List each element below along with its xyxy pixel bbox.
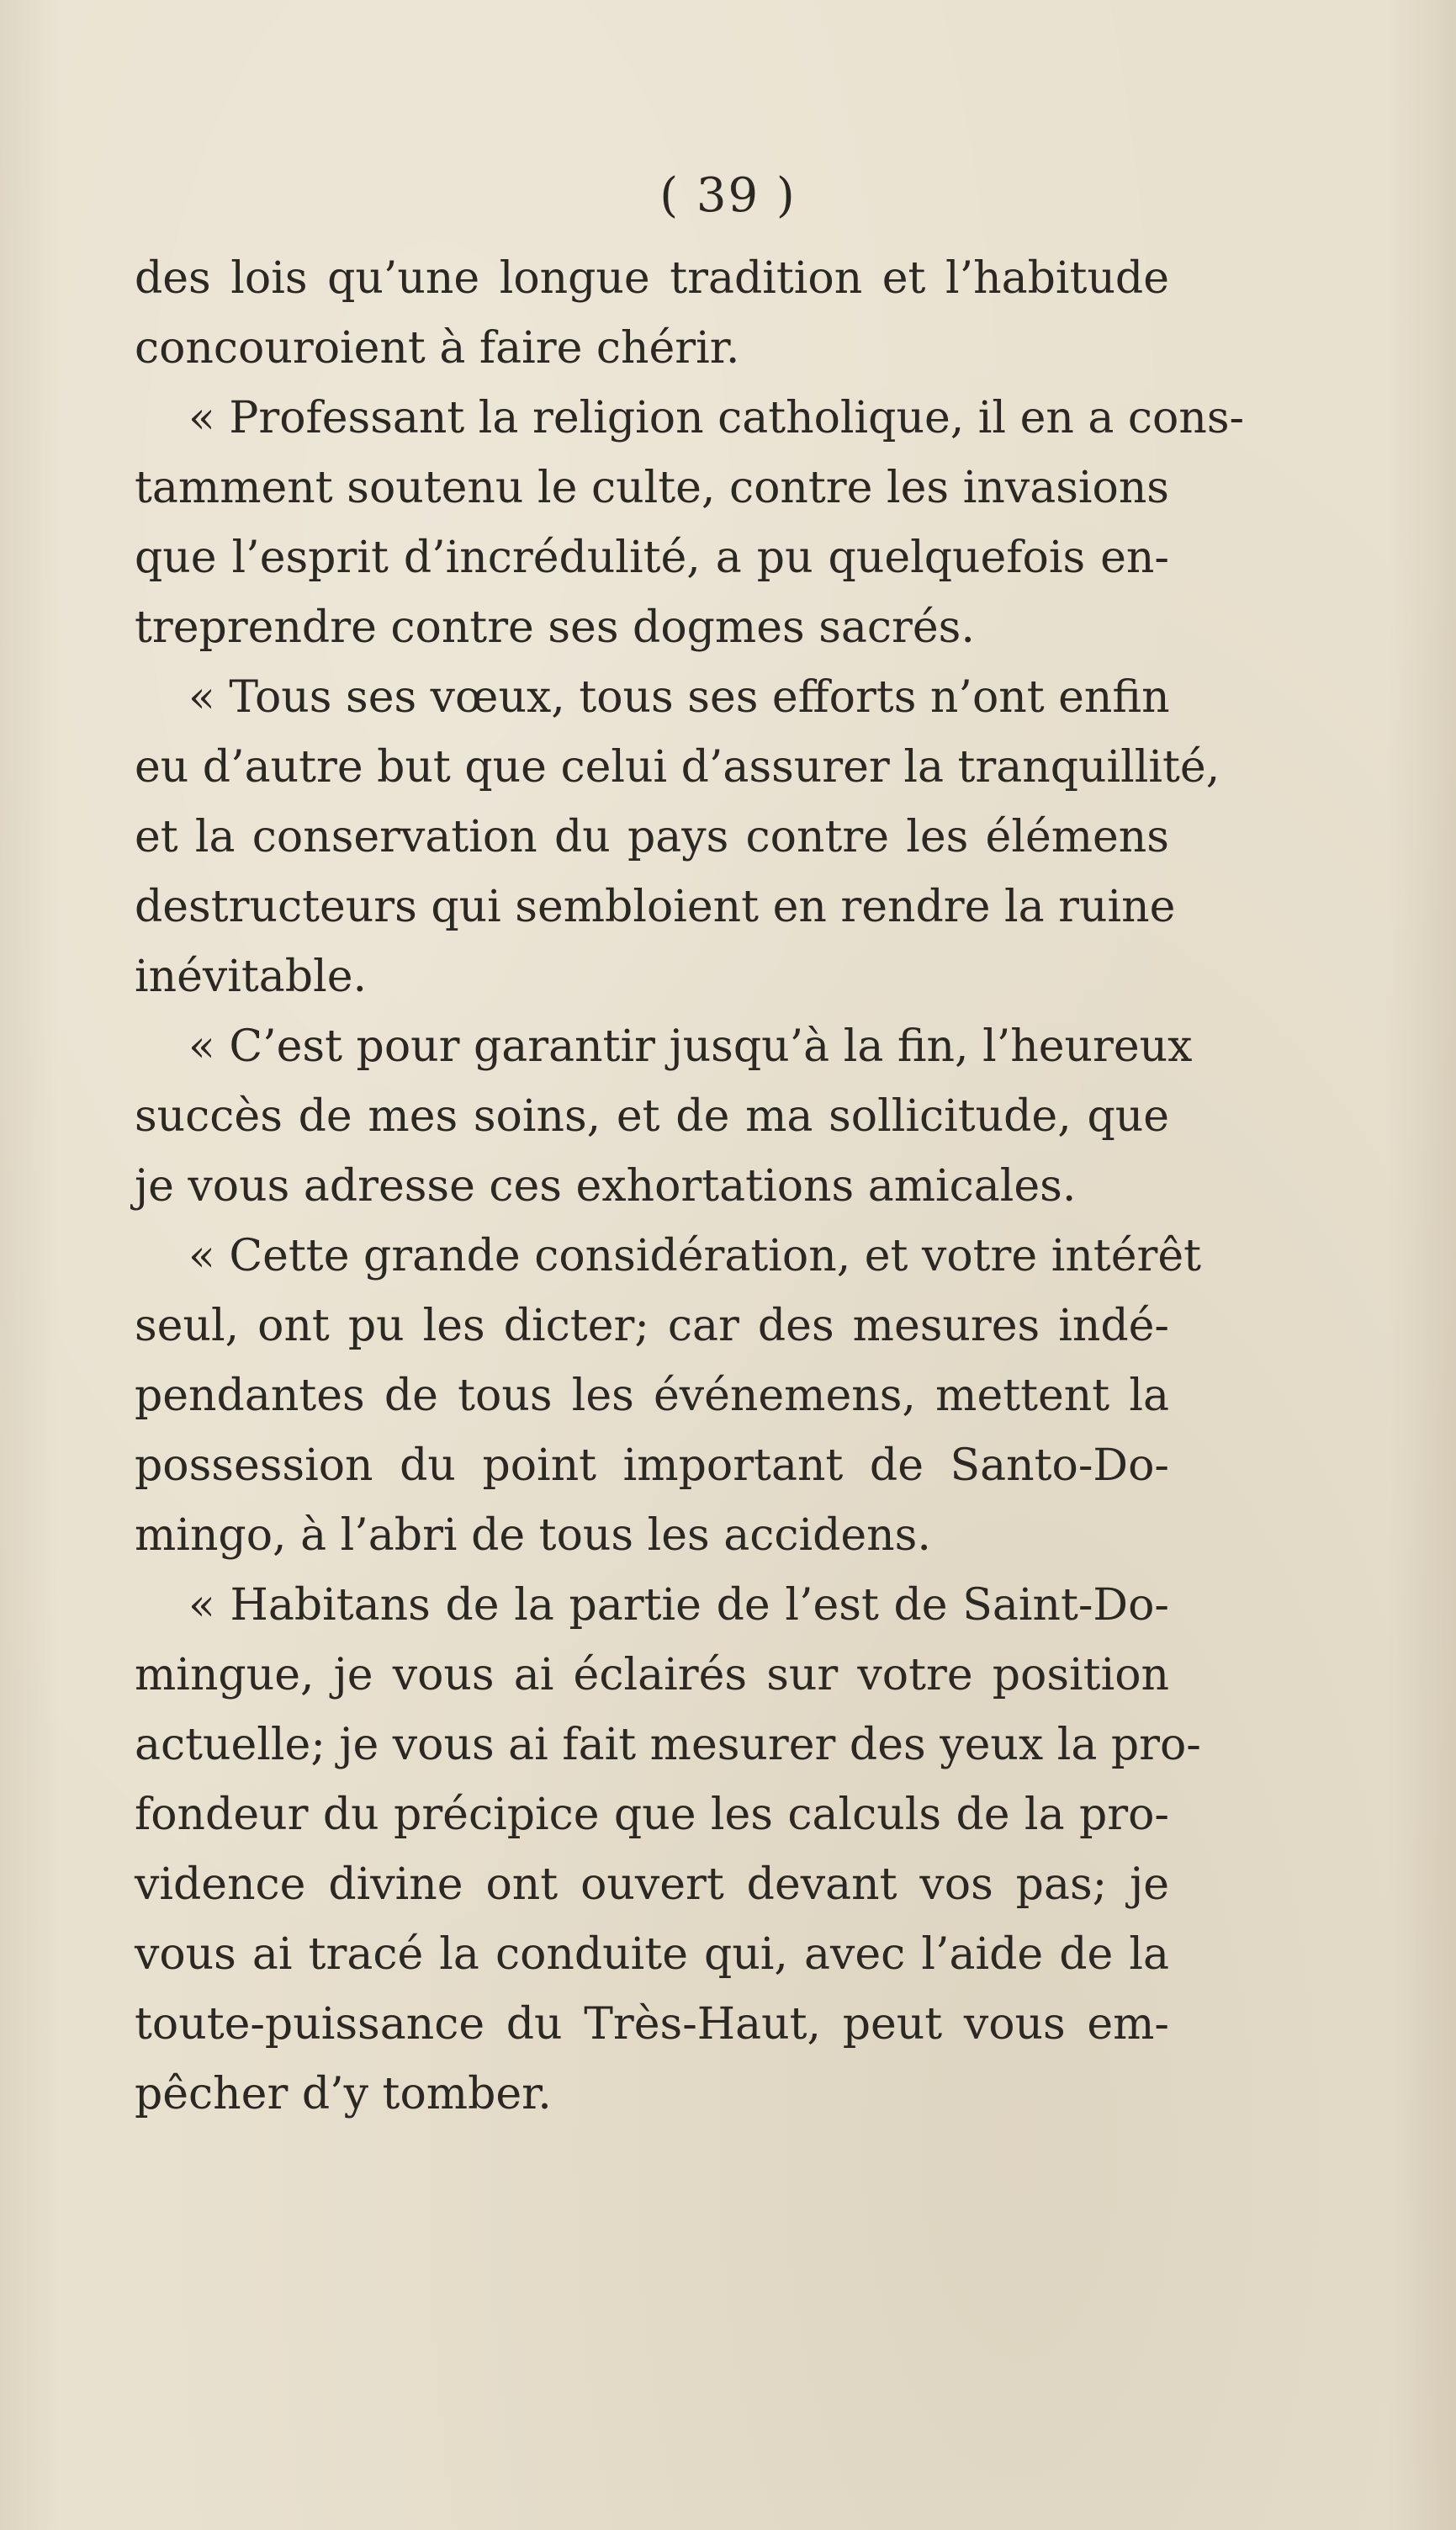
text-line: que l’esprit d’incrédulité, a pu quelquefois en- — [135, 533, 1169, 583]
text-line: mingue, je vous ai éclairés sur votre position — [135, 1650, 1169, 1700]
text-line: concouroient à faire chérir. — [135, 323, 740, 374]
text-line: des lois qu’une longue tradition et l’habitude — [135, 253, 1169, 304]
text-line: pendantes de tous les événemens, mettent la — [135, 1371, 1169, 1421]
text-line: succès de mes soins, et de ma sollicitude, que — [135, 1091, 1169, 1142]
text-line: et la conservation du pays contre les élémens — [135, 812, 1169, 862]
text-line: « Habitans de la partie de l’est de Saint-Do- — [188, 1580, 1169, 1631]
text-line: eu d’autre but que celui d’assurer la tranquillité, — [135, 742, 1220, 793]
text-line: seul, ont pu les dicter; car des mesures indé- — [135, 1301, 1169, 1351]
text-line: inévitable. — [135, 952, 368, 1002]
text-line: tamment soutenu le culte, contre les invasions — [135, 463, 1169, 513]
text-line: vidence divine ont ouvert devant vos pas; je — [135, 1859, 1169, 1910]
text-line: toute-puissance du Très-Haut, peut vous em- — [135, 1999, 1169, 2050]
text-line: « C’est pour garantir jusqu’à la fin, l’heureux — [188, 1021, 1193, 1072]
body-text — [135, 244, 1245, 2130]
text-line: « Professant la religion catholique, il en a cons- — [188, 393, 1245, 443]
text-line: actuelle; je vous ai fait mesurer des yeux la pro- — [135, 1720, 1201, 1770]
text-line: fondeur du précipice que les calculs de la pro- — [135, 1790, 1169, 1840]
text-line: vous ai tracé la conduite qui, avec l’aide de la — [135, 1929, 1169, 1980]
page-number: ( 39 ) — [659, 168, 797, 223]
text-line: mingo, à l’abri de tous les accidens. — [135, 1510, 931, 1561]
text-line: pêcher d’y tomber. — [135, 2069, 552, 2119]
text-line: treprendre contre ses dogmes sacrés. — [135, 602, 975, 653]
text-line: possession du point important de Santo-Do- — [135, 1440, 1169, 1491]
text-line: destructeurs qui sembloient en rendre la ruine — [135, 882, 1176, 932]
text-line: je vous adresse ces exhortations amicales. — [135, 1161, 1077, 1212]
text-line: « Cette grande considération, et votre intérêt — [188, 1231, 1202, 1281]
text-line: « Tous ses vœux, tous ses efforts n’ont enfin — [188, 672, 1170, 723]
